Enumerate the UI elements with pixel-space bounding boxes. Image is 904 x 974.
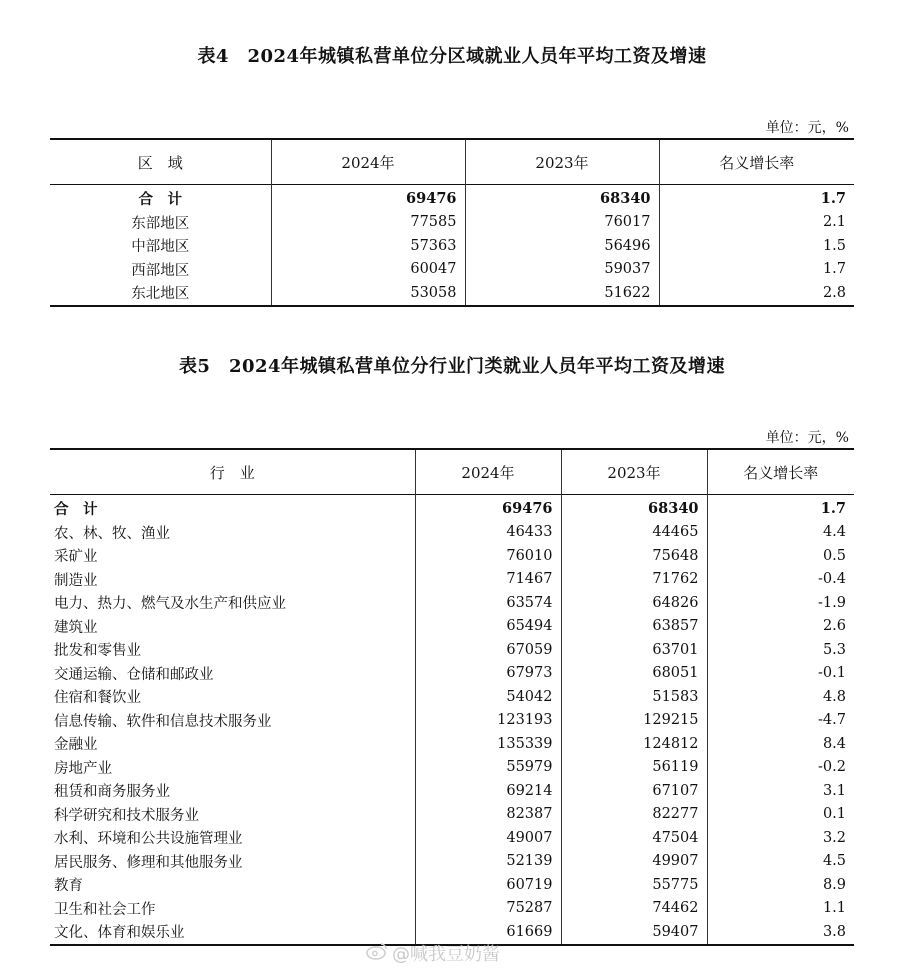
table5-value-2024: 65494: [415, 615, 561, 639]
table5-value-2024: 135339: [415, 732, 561, 756]
table5-header-2023: 2023年: [561, 449, 707, 495]
table4-header-region: 区 域: [137, 153, 183, 172]
table5-growth-rate: 8.9: [707, 873, 854, 897]
table5-value-2023: 63857: [561, 615, 707, 639]
table5-value-2023: 67107: [561, 779, 707, 803]
table5-value-2024: 61669: [415, 920, 561, 945]
table5-value-2023: 44465: [561, 521, 707, 545]
table5-value-2023: 59407: [561, 920, 707, 945]
table5-row-label: 居民服务、修理和其他服务业: [54, 854, 243, 871]
table5-row: [50, 850, 854, 874]
table5-header-2024: 2024年: [415, 449, 561, 495]
table5-row: [50, 615, 854, 639]
table4-value-2024: 69476: [271, 185, 465, 211]
table5-row-label: 农、林、牧、渔业: [54, 525, 170, 542]
table5-growth-rate: 5.3: [707, 638, 854, 662]
table5-row: [50, 732, 854, 756]
table5-value-2023: 64826: [561, 591, 707, 615]
table4-row: [50, 258, 854, 282]
table5-value-2024: 54042: [415, 685, 561, 709]
table4-growth-rate: 2.8: [659, 281, 854, 306]
table5-growth-rate: 4.5: [707, 850, 854, 874]
table5-growth-rate: 4.4: [707, 521, 854, 545]
table5-header-row: [50, 449, 854, 495]
table4-value-2023: 76017: [465, 211, 659, 235]
table5-row: [50, 568, 854, 592]
table5-value-2023: 75648: [561, 544, 707, 568]
table5-unit: 单位：元，%: [765, 430, 849, 446]
table4-row-label: 东部地区: [131, 215, 190, 232]
table5-growth-rate: 8.4: [707, 732, 854, 756]
table5-row-label: 文化、体育和娱乐业: [54, 925, 185, 942]
table5-row: [50, 685, 854, 709]
table5-growth-rate: 4.8: [707, 685, 854, 709]
table5-row-label: 批发和零售业: [54, 643, 141, 660]
table5: [50, 448, 854, 946]
table5-value-2023: 51583: [561, 685, 707, 709]
table5-growth-rate: -0.4: [707, 568, 854, 592]
table5-row: [50, 873, 854, 897]
table4-row: [50, 185, 854, 211]
table5-row: [50, 521, 854, 545]
table5-value-2024: 63574: [415, 591, 561, 615]
table5-value-2024: 67973: [415, 662, 561, 686]
table5-value-2023: 74462: [561, 897, 707, 921]
table4-value-2023: 68340: [465, 185, 659, 211]
table5-value-2024: 82387: [415, 803, 561, 827]
table5-value-2023: 47504: [561, 826, 707, 850]
table5-value-2024: 52139: [415, 850, 561, 874]
table4-title: 表4 2024年城镇私营单位分区域就业人员年平均工资及增速: [197, 46, 707, 67]
table5-value-2023: 71762: [561, 568, 707, 592]
table4-row-label: 中部地区: [131, 239, 190, 256]
table5-row: [50, 756, 854, 780]
table4-header-2024: 2024年: [271, 139, 465, 185]
table5-row-label: 信息传输、软件和信息技术服务业: [54, 713, 272, 730]
table5-row: [50, 591, 854, 615]
table4-value-2023: 51622: [465, 281, 659, 306]
table5-header-growth: 名义增长率: [707, 449, 854, 495]
table5-growth-rate: 1.1: [707, 897, 854, 921]
table4-unit: 单位：元，%: [765, 120, 849, 136]
table5-value-2024: 46433: [415, 521, 561, 545]
table5-growth-rate: 3.1: [707, 779, 854, 803]
table5-value-2023: 68340: [561, 495, 707, 521]
table5-row-label: 教育: [54, 878, 83, 895]
table5-row: [50, 495, 854, 521]
table4-row-label: 东北地区: [131, 286, 190, 303]
table5-row-label: 租赁和商务服务业: [54, 784, 170, 801]
table4-row-label: 西部地区: [131, 262, 190, 279]
table5-row-label: 合 计: [54, 501, 98, 519]
table5-value-2024: 69476: [415, 495, 561, 521]
table5-growth-rate: 2.6: [707, 615, 854, 639]
weibo-icon: [366, 942, 388, 960]
table5-value-2024: 69214: [415, 779, 561, 803]
table4-value-2023: 59037: [465, 258, 659, 282]
table5-row: [50, 897, 854, 921]
table5-row: [50, 638, 854, 662]
table5-value-2023: 124812: [561, 732, 707, 756]
table5-row-label: 电力、热力、燃气及水生产和供应业: [54, 596, 286, 613]
table5-row: [50, 779, 854, 803]
table5-growth-rate: 3.2: [707, 826, 854, 850]
table5-value-2023: 82277: [561, 803, 707, 827]
table4: [50, 138, 854, 307]
table4-value-2024: 77585: [271, 211, 465, 235]
table5-value-2024: 60719: [415, 873, 561, 897]
table5-growth-rate: 1.7: [707, 495, 854, 521]
table5-value-2024: 55979: [415, 756, 561, 780]
table5-value-2023: 55775: [561, 873, 707, 897]
table4-row: [50, 234, 854, 258]
table4-value-2024: 57363: [271, 234, 465, 258]
table4-row-label: 合 计: [138, 191, 182, 209]
table5-row: [50, 544, 854, 568]
table5-value-2023: 68051: [561, 662, 707, 686]
table5-row: [50, 803, 854, 827]
table4-growth-rate: 1.7: [659, 185, 854, 211]
table4-growth-rate: 1.7: [659, 258, 854, 282]
table4-row: [50, 211, 854, 235]
table5-value-2024: 76010: [415, 544, 561, 568]
table5-row-label: 建筑业: [54, 619, 98, 636]
table5-row-label: 制造业: [54, 572, 98, 589]
table5-value-2023: 63701: [561, 638, 707, 662]
table5-row-label: 卫生和社会工作: [54, 901, 156, 918]
table5-growth-rate: -0.2: [707, 756, 854, 780]
table5-growth-rate: 3.8: [707, 920, 854, 945]
table5-row-label: 交通运输、仓储和邮政业: [54, 666, 214, 683]
table5-growth-rate: 0.1: [707, 803, 854, 827]
table5-growth-rate: -1.9: [707, 591, 854, 615]
table5-row-label: 采矿业: [54, 549, 98, 566]
table5-value-2024: 75287: [415, 897, 561, 921]
table5-growth-rate: -0.1: [707, 662, 854, 686]
table4-value-2024: 60047: [271, 258, 465, 282]
table5-row-label: 房地产业: [54, 760, 112, 777]
table5-row-label: 金融业: [54, 737, 98, 754]
table5-value-2023: 56119: [561, 756, 707, 780]
table5-row: [50, 709, 854, 733]
table5-row-label: 住宿和餐饮业: [54, 690, 141, 707]
watermark-text: @喊我豆奶酱: [392, 944, 500, 965]
table5-growth-rate: 0.5: [707, 544, 854, 568]
table5-value-2024: 71467: [415, 568, 561, 592]
table4-row: [50, 281, 854, 306]
table4-value-2024: 53058: [271, 281, 465, 306]
table5-value-2024: 49007: [415, 826, 561, 850]
table4-value-2023: 56496: [465, 234, 659, 258]
table5-growth-rate: -4.7: [707, 709, 854, 733]
table5-row: [50, 826, 854, 850]
table5-value-2023: 49907: [561, 850, 707, 874]
table5-title: 表5 2024年城镇私营单位分行业门类就业人员年平均工资及增速: [178, 356, 726, 377]
table5-value-2023: 129215: [561, 709, 707, 733]
table5-row-label: 科学研究和技术服务业: [54, 807, 199, 824]
table5-header-industry: 行 业: [209, 463, 255, 482]
table4-growth-rate: 1.5: [659, 234, 854, 258]
table5-row: [50, 662, 854, 686]
table4-growth-rate: 2.1: [659, 211, 854, 235]
table5-value-2024: 123193: [415, 709, 561, 733]
table5-row-label: 水利、环境和公共设施管理业: [54, 831, 243, 848]
table5-value-2024: 67059: [415, 638, 561, 662]
table4-header-2023: 2023年: [465, 139, 659, 185]
table4-header-row: [50, 139, 854, 185]
table4-header-growth: 名义增长率: [659, 139, 854, 185]
